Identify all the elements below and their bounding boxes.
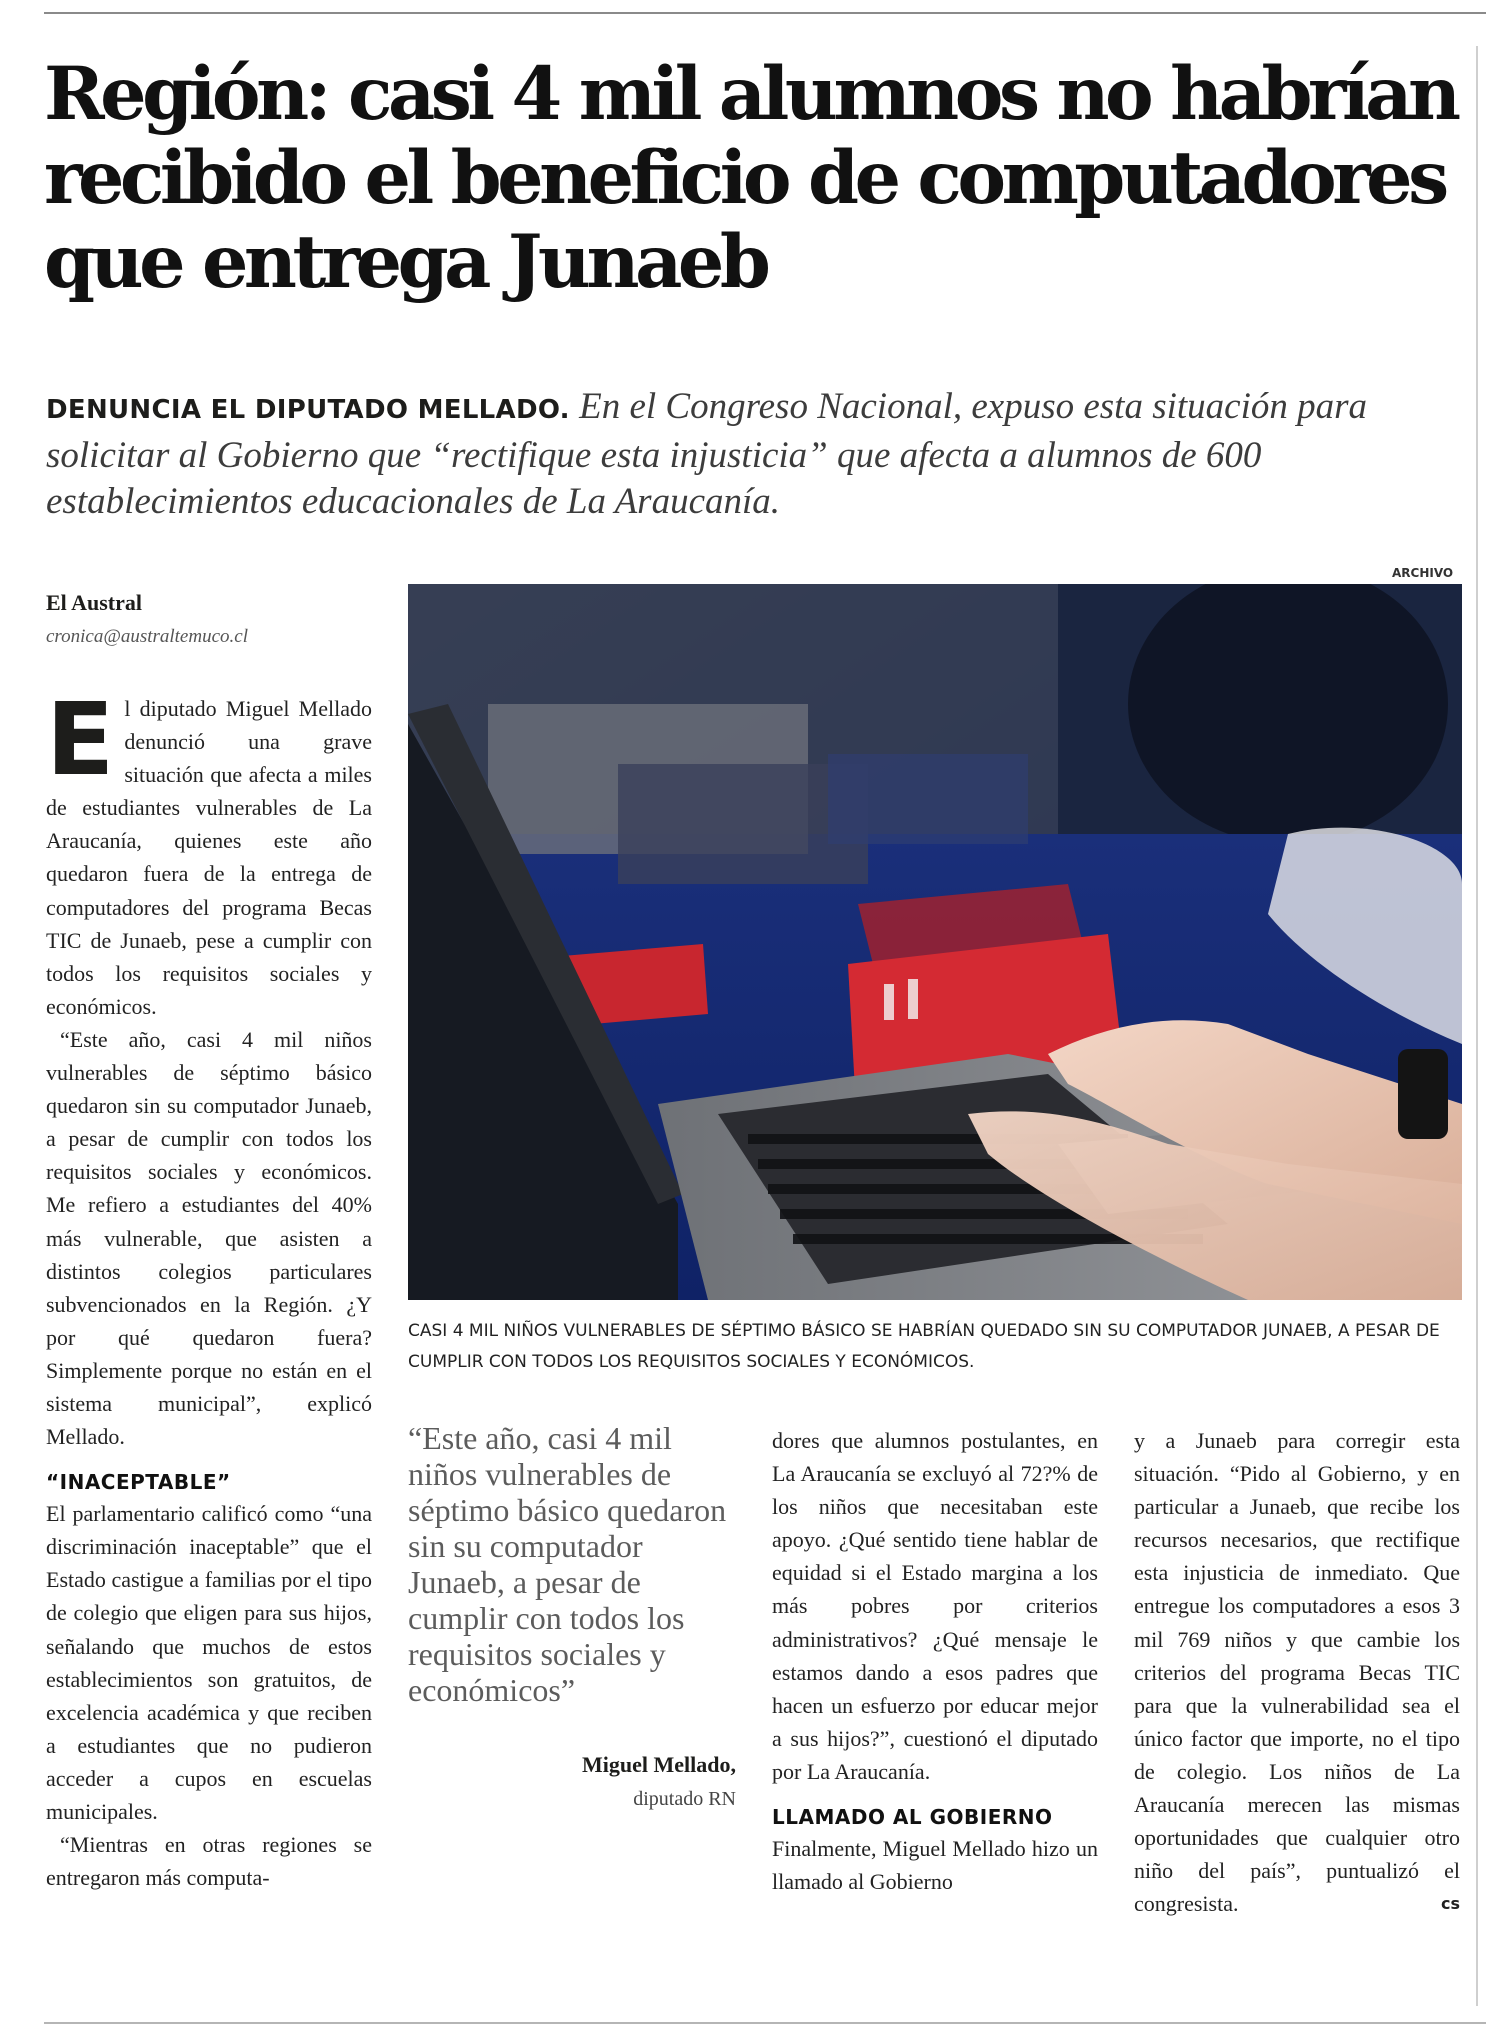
subhead-inaceptable: “INACEPTABLE” <box>46 1470 231 1495</box>
byline-email: cronica@australtemuco.cl <box>46 626 248 647</box>
article-column-3 <box>772 1424 1098 1898</box>
pull-quote-author: Miguel Mellado, <box>582 1752 736 1777</box>
headline: Región: casi 4 mil alumnos no habrían recibido el beneficio de computadores que entrega Junaeb <box>44 51 1457 305</box>
photo-caption: CASI 4 MIL NIÑOS VULNERABLES DE SÉPTIMO BÁSICO SE HABRÍAN QUEDADO SIN SU COMPUTADOR JUNAEB, A PESAR DE CUMPLIR CON TODOS LOS REQUISITOS SOCIALES Y ECONÓMICOS. <box>408 1321 1440 1372</box>
article-paragraph-4-continued: dores que alumnos postulantes, en La Araucanía se excluyó al 72?% de los niños que necesitaban este apoyo. ¿Qué sentido tiene hablar de equidad si el Estado margina a los más pobres por criterios administrativos? ¿Qué mensaje le estamos dando a esos padres que hacen un esfuerzo por educar mejor a sus hijos?”, cuestionó el diputado por La Araucanía. <box>772 1428 1098 1784</box>
deck <box>46 384 1466 525</box>
article-paragraph-5-continued-text: y a Junaeb para corregir esta situación. “Pido al Gobierno, y en particular a Junaeb, que recibe los recursos necesarios, que rectifique esta injusticia de inmediato. Que entregue los computadores a esos 3 mil 769 niños y que cambie los criterios del programa Becas TIC para que la vulnerabilidad sea el único factor que importe, no el tipo de colegio. Los niños de La Araucanía merecen las mismas oportunidades que cualquier otro niño del país”, puntualizó el congresista. <box>1134 1428 1460 1917</box>
deck-kicker: DENUNCIA EL DIPUTADO MELLADO. <box>46 395 570 425</box>
pull-quote-role: diputado RN <box>633 1788 736 1810</box>
dropcap: E <box>46 681 115 798</box>
article-paragraph-2: “Este año, casi 4 mil niños vulnerables de séptimo básico quedaron sin su computador Junaeb, a pesar de cumplir con todos los requisitos sociales y económicos. Me refiero a estudiantes del 40% más vulnerable, que asisten a distintos colegios particulares subvencionados en la Región. ¿Y por qué quedaron fuera? Simplemente porque no están en el sistema municipal”, explicó Mellado. <box>46 1026 372 1450</box>
deck-text: En el Congreso Nacional, expuso esta situación para solicitar al Gobierno que “rectifique esta injusticia” que afecta a alumnos de 600 establecimientos educacionales de La Araucanía. <box>46 386 1368 522</box>
pull-quote: “Este año, casi 4 mil niños vulnerables de séptimo básico quedaron sin su computador Junaeb, a pesar de cumplir con todos los requisitos sociales y económicos” <box>408 1420 727 1708</box>
article-paragraph-5-continued <box>1134 1424 1460 1920</box>
column-rule <box>1476 46 1478 2006</box>
article-paragraph-4-start: “Mientras en otras regiones se entregaron más computa- <box>46 1832 372 1891</box>
subhead-llamado-al-gobierno: LLAMADO AL GOBIERNO <box>772 1805 1053 1830</box>
article-paragraph-1 <box>46 681 372 1023</box>
bottom-rule <box>44 2022 1486 2024</box>
top-rule <box>44 12 1486 14</box>
laptop-photo-illustration <box>408 584 1462 1300</box>
end-mark: cs <box>1440 1894 1460 1914</box>
article-paragraph-1-text: l diputado Miguel Mellado denunció una grave situación que afecta a miles de estudiantes vulnerables de La Araucanía, quienes este año quedaron fuera de la entrega de computadores del programa Becas TIC de Junaeb, pese a cumplir con todos los requisitos sociales y económicos. <box>46 696 372 1019</box>
article-paragraph-5-start: Finalmente, Miguel Mellado hizo un llamado al Gobierno <box>772 1836 1098 1895</box>
article-paragraph-3: El parlamentario calificó como “una discriminación inaceptable” que el Estado castigue a familias por el tipo de colegio que eligen para sus hijos, señalando que muchos de estos establecimientos son gratuitos, de excelencia académica y que reciben a estudiantes que no pudieron acceder a cupos en escuelas municipales. <box>46 1501 372 1824</box>
byline-name: El Austral <box>46 590 142 615</box>
article-column-1 <box>46 681 372 1894</box>
article-column-4 <box>1134 1424 1460 1920</box>
photo-credit: ARCHIVO <box>1392 566 1454 580</box>
article-photo <box>408 584 1462 1300</box>
